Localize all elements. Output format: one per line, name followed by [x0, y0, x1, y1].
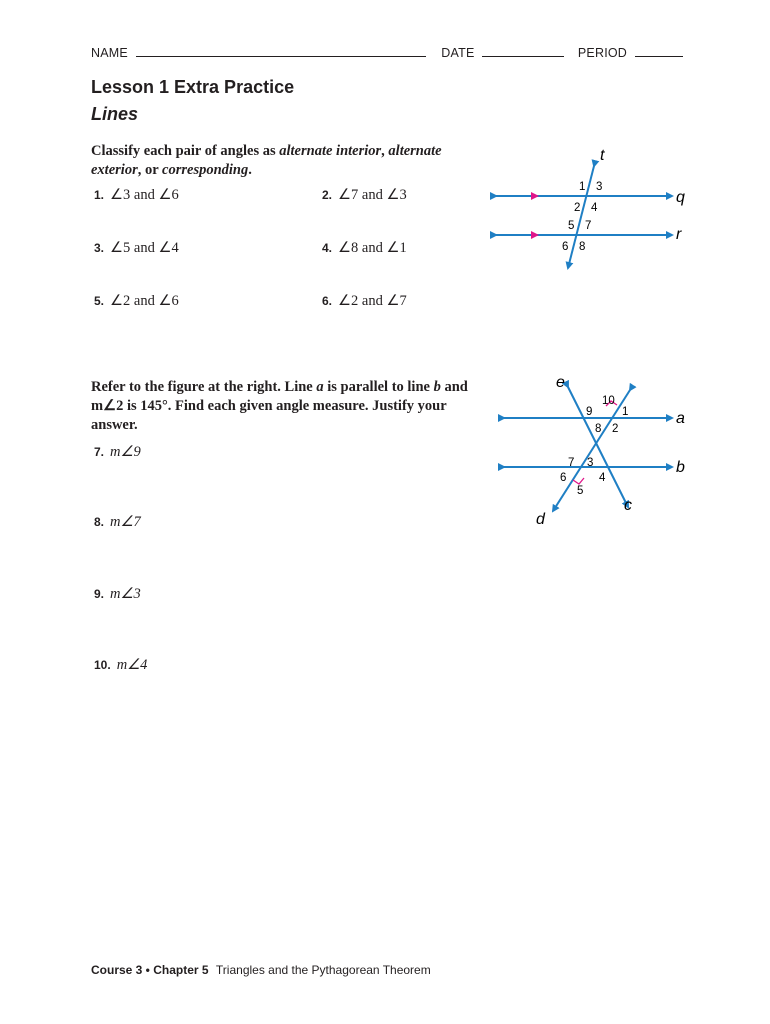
- label-r: r: [676, 226, 682, 243]
- question-text: m∠7: [110, 514, 141, 530]
- section2-instruction: [91, 378, 471, 435]
- angle-expression: m∠2: [91, 398, 124, 414]
- angle-label-7: 7: [568, 457, 575, 469]
- angle-label-6: 6: [560, 472, 567, 484]
- page-footer: [91, 963, 431, 977]
- question-text: ∠5 and ∠4: [110, 240, 179, 256]
- question-text: m∠3: [110, 586, 141, 602]
- label-c: c: [624, 497, 632, 514]
- question-text: ∠7 and ∠3: [338, 187, 407, 203]
- question-8: [94, 513, 141, 531]
- question-7: [94, 443, 141, 461]
- question-number: 10.: [94, 658, 111, 672]
- instruction-text: is 145°. Find each given angle measure. Justify your answer.: [91, 398, 447, 433]
- label-d: d: [536, 511, 545, 528]
- question-9: [94, 585, 141, 603]
- term-alternate-exterior: alternate exterior: [91, 143, 442, 178]
- angle-label-3: 3: [587, 457, 594, 469]
- question-2: [322, 186, 407, 204]
- angle-label-1: 1: [622, 406, 629, 418]
- instruction-text: and: [440, 379, 468, 395]
- question-1: [94, 186, 179, 204]
- footer-course: Course 3 • Chapter 5: [91, 963, 209, 977]
- question-number: 8.: [94, 515, 105, 529]
- question-number: 1.: [94, 188, 105, 202]
- angle-label-8: 8: [595, 423, 602, 435]
- question-4: [322, 239, 407, 257]
- question-number: 5.: [94, 294, 105, 308]
- angle-label-6: 6: [562, 241, 569, 253]
- instruction-sep: ,: [381, 143, 389, 159]
- name-blank[interactable]: [136, 46, 426, 57]
- instruction-text: is parallel to line: [323, 379, 434, 395]
- instruction-end: .: [248, 162, 252, 178]
- label-a: a: [676, 410, 685, 427]
- question-3: [94, 239, 179, 257]
- date-blank[interactable]: [482, 46, 564, 57]
- term-corresponding: corresponding: [162, 162, 249, 178]
- angle-label-9: 9: [586, 406, 593, 418]
- angle-label-7: 7: [585, 220, 592, 232]
- question-text: m∠9: [110, 444, 141, 460]
- instruction-sep: , or: [137, 162, 163, 178]
- question-6: [322, 292, 407, 310]
- parallel-lines-figure-2: [490, 370, 700, 530]
- parallel-mark-q: [531, 192, 539, 200]
- question-number: 3.: [94, 241, 105, 255]
- instruction-text: Classify each pair of angles as: [91, 143, 280, 159]
- label-b: b: [676, 459, 685, 476]
- angle-label-3: 3: [596, 181, 603, 193]
- angle-label-5: 5: [568, 220, 575, 232]
- term-alternate-interior: alternate interior: [279, 143, 382, 159]
- question-text: ∠8 and ∠1: [338, 240, 407, 256]
- question-text: ∠2 and ∠7: [338, 293, 407, 309]
- question-text: ∠2 and ∠6: [110, 293, 179, 309]
- question-number: 4.: [322, 241, 333, 255]
- question-10: [94, 656, 147, 674]
- line-a-ref: a: [316, 379, 324, 395]
- question-number: 6.: [322, 294, 333, 308]
- angle-label-4: 4: [591, 202, 598, 214]
- angle-label-5: 5: [577, 485, 584, 497]
- question-number: 9.: [94, 587, 105, 601]
- question-text: ∠3 and ∠6: [110, 187, 179, 203]
- date-label: DATE: [441, 46, 475, 60]
- parallel-lines-figure-1: [490, 140, 700, 280]
- parallel-mark-r: [531, 231, 539, 239]
- label-q: q: [676, 189, 685, 206]
- angle-label-8: 8: [579, 241, 586, 253]
- period-label: PERIOD: [577, 46, 628, 60]
- label-t: t: [600, 147, 605, 164]
- lesson-subtitle: Lines: [91, 104, 139, 124]
- angle-label-4: 4: [599, 472, 606, 484]
- angle-label-10: 10: [602, 395, 615, 407]
- angle-label-1: 1: [579, 181, 586, 193]
- name-label: NAME: [91, 46, 128, 60]
- footer-topic: Triangles and the Pythagorean Theorem: [215, 963, 431, 977]
- angle-label-2: 2: [612, 423, 619, 435]
- question-text: m∠4: [116, 657, 148, 673]
- line-b-ref: b: [433, 379, 441, 395]
- period-blank[interactable]: [635, 46, 683, 57]
- question-number: 2.: [322, 188, 333, 202]
- right-angle-mark-bottom: [573, 478, 584, 484]
- question-5: [94, 292, 179, 310]
- lesson-title: Lesson 1 Extra Practice: [91, 77, 295, 97]
- label-e: e: [556, 374, 565, 391]
- worksheet-header: [91, 46, 683, 60]
- section1-instruction: [91, 142, 471, 180]
- angle-label-2: 2: [574, 202, 581, 214]
- instruction-text: Refer to the figure at the right. Line: [91, 379, 317, 395]
- question-number: 7.: [94, 445, 105, 459]
